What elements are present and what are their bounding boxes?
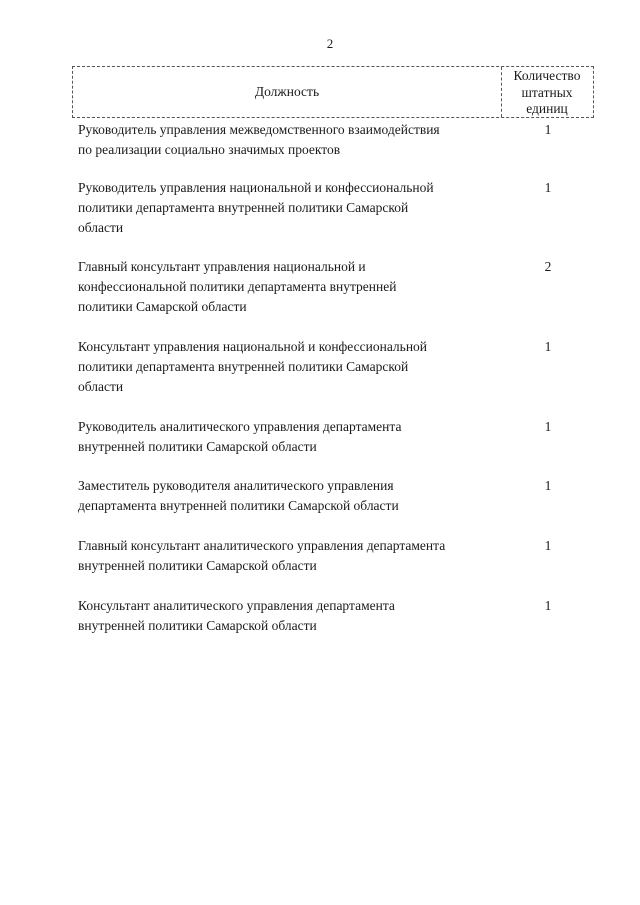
position-line: Руководитель аналитического управления департамента (78, 419, 402, 434)
position-line: внутренней политики Самарской области (78, 618, 317, 633)
position-line: департамента внутренней политики Самарской области (78, 498, 399, 513)
staff-count: 1 (544, 538, 552, 553)
staff-count: 1 (544, 339, 552, 354)
table-row (78, 596, 598, 636)
position-title (78, 476, 508, 516)
table-header (72, 66, 594, 118)
position-line: политики департамента внутренней политики Самарской (78, 200, 409, 215)
position-line: по реализации социально значимых проектов (78, 142, 341, 157)
table-row (78, 536, 598, 576)
position-line: Руководитель управления межведомственного взаимодействия (78, 122, 440, 137)
position-title (78, 417, 508, 457)
position-line: внутренней политики Самарской области (78, 439, 317, 454)
staff-count: 1 (544, 180, 552, 195)
staff-count: 1 (544, 478, 552, 493)
position-line: Руководитель управления национальной и конфессиональной (78, 180, 434, 195)
position-line: политики Самарской области (78, 299, 247, 314)
position-title (78, 178, 508, 238)
position-title (78, 536, 508, 576)
position-line: Консультант аналитического управления департамента (78, 598, 395, 613)
header-count (501, 67, 593, 118)
staff-count: 1 (544, 419, 552, 434)
header-position: Должность (73, 67, 502, 117)
position-line: области (78, 379, 124, 394)
position-line: Заместитель руководителя аналитического управления (78, 478, 394, 493)
table-row (78, 257, 598, 317)
position-title (78, 337, 508, 397)
position-line: внутренней политики Самарской области (78, 558, 317, 573)
position-line: конфессиональной политики департамента внутренней (78, 279, 397, 294)
table-row (78, 178, 598, 238)
position-title (78, 257, 508, 317)
header-count-line: штатных (521, 84, 573, 100)
header-count-line: Количество (513, 68, 581, 83)
staff-count: 1 (544, 122, 552, 137)
table-row (78, 120, 598, 160)
table-row (78, 337, 598, 397)
position-title (78, 596, 508, 636)
staff-count: 1 (544, 598, 552, 613)
position-line: Консультант управления национальной и конфессиональной (78, 339, 428, 354)
position-line: Главный консультант аналитического управления департамента (78, 538, 446, 553)
table-row (78, 417, 598, 457)
page-number: 2 (326, 36, 334, 51)
position-line: политики департамента внутренней политики Самарской (78, 359, 409, 374)
position-title (78, 120, 508, 160)
position-line: Главный консультант управления национальной и (78, 259, 366, 274)
staff-count: 2 (544, 259, 552, 274)
header-count-line: единиц (526, 101, 568, 116)
position-line: области (78, 220, 124, 235)
table-row (78, 476, 598, 516)
